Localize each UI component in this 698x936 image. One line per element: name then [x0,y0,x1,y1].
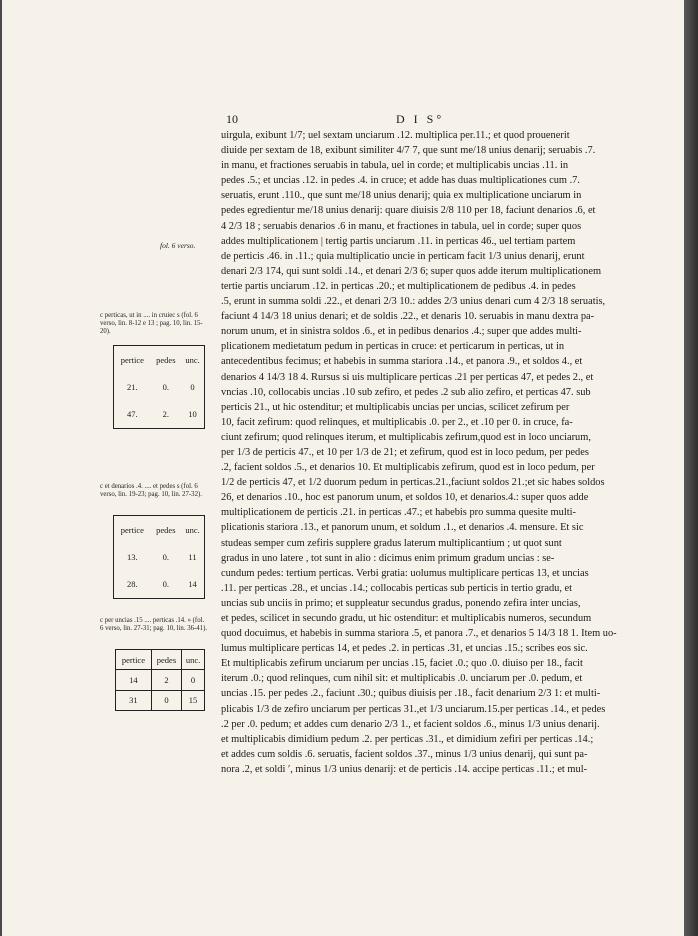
page-number: 10 [226,112,238,126]
table-header: pedes [156,524,176,535]
text-line: ciunt zefirum; quod relinques iterum, et multiplicabis zefirum,quod est in loco unciarum, [221,431,591,443]
text-line: 4 2/3 18 ; seruabis denarios .6 in manu, et fractiones in tabula, uel in corde; super quos [221,220,582,232]
text-line: uncias .15. per pedes .2., faciunt .30.; quibus diuisis per .18., facit denarium 2/3 1: et multi- [221,688,601,700]
text-line: .5, erunt in summa soldi .22., et denari 2/3 10.: addes 2/3 unius denari cum 4 2/3 18 seruatis, [221,296,606,308]
table-header: unc. [185,354,200,365]
text-line: de perticis .46. in .11.; quia multiplicatio uncie in perticam facit 1/3 unius denarij, erunt [221,250,585,262]
table-header: pertice [116,650,152,670]
text-line: diuide per sextam de 18, exibunt similiter 4/7 7, que sunt me/18 unius denarij; seruabis .7. [221,145,596,157]
text-line: pedes egredientur me/18 unius denarij: quare diuisis 2/8 110 per 18, faciunt denarios .6, et [221,205,596,217]
text-line: 1/2 de perticis 47, et 1/2 duorum pedum in perticas.21.,faciunt soldos 21.;et sic habes soldos [221,477,605,489]
running-head: D I S° [396,112,445,126]
text-line: gradus in uno latere , tot sunt in alio : dicimus enim primum gradum uncias : se- [221,552,555,564]
margin-note-3: c per uncias .15 .... perticas .14. » (fol. 6 verso, lin. 27-31; pag. 10, lin. 36-41). [100,617,208,632]
book-spine [684,0,698,936]
text-line: multiplicationem de perticis .21. in perticas .47.; et habebis pro summa quesite multi- [221,507,576,519]
text-line: .2 per .0. pedum; et addes cum denario 2/3 1., et facient soldos .6., minus 1/3 unius denarij. [221,718,600,730]
text-line: addes multiplicationem | tertig partis unciarum .11. in perticas 46., uel tertiam partem [221,235,576,247]
text-line: quod docuimus, et habebis in summa stariora .5, et panora .7., et denarios 5 14/3 18 1. Item uo- [221,628,617,640]
text-line: cundum pedes: tertium perticas. Verbi gratia: uolumus multiplicare perticas 13, et uncias [221,567,589,579]
text-line: norum unum, et in sinistra soldos .6., et in pedibus denarios .4.; super que addes multi- [221,326,582,338]
text-line: 10, facit zefirum: quod relinques, et multiplicabis .0. per 2., et .10 per 0. in cruce, fa- [221,416,573,428]
main-text [221,128,669,777]
table-cell: 47. [127,409,138,420]
table-cell: 14 [188,579,197,590]
text-line: vncias .10, collocabis uncias .10 sub zefiro, et pedes .2 sub alio zefiro, et perticas 47. sub [221,386,591,398]
margin-table-2 [113,515,205,599]
table-cell: 2. [162,409,170,420]
table-cell: 28. [127,579,138,590]
text-line: perticis 21., ut hic ostenditur; et multiplicabis uncias per uncias, scilicet zefirum per [221,401,570,413]
text-line: antecedentibus fecimus; et habebis in summa stariora .14., et panora .9., et soldos 4., et [221,356,583,368]
table-cell: 0 [151,690,181,710]
table-header: pertice [120,524,144,535]
table-cell: 21. [127,381,138,392]
text-line: per 1/3 de perticis 47., et 10 per 1/3 de 21; et zefirum, quod est in loco pedum, per pedes [221,446,589,458]
table-header: unc. [182,650,205,670]
table-cell: 0. [162,551,170,562]
text-line: studeas semper cum zefiris supplere gradus laterum multiplicantium ; ut quot sunt [221,537,562,549]
table-header: pedes [156,354,176,365]
text-line: in manu, et fractiones seruabis in tabula, uel in corde; et multiplicabis uncias .11. in [221,160,569,172]
margin-note-2: c et denarios .4. .... et pedes s (fol. 6 verso, lin. 19-23; pag. 10, lin. 27-32). [100,483,202,498]
table-cell: 2 [151,670,181,690]
table-cell: 0 [182,670,205,690]
margin-note-1: c perticas, ut in .... in cruiec s (fol. 6 verso, lin. 8-12 e 13 ; pag. 10, lin. 15-20). [100,312,203,335]
table-cell: 0. [162,579,170,590]
margin-table-3 [115,649,205,711]
text-line: tertie partis unciarum .12. in perticas .20.; et multiplicationem de pedibus .4. in pedes [221,280,576,292]
text-line: denari 2/3 174, qui sunt soldi .14., et denari 2/3 6; super quos adde iterum multiplicationem [221,265,602,277]
table-cell: 31 [116,690,152,710]
text-line: et multiplicabis dimidium pedum .2. per perticas .31., et dimidium zefiri per perticas .14.; [221,733,594,745]
text-line: uncias sub unciis in primo; et suppleatur secundus gradus, ponendo zefira inter uncias, [221,597,581,609]
table-cell: 13. [127,551,138,562]
text-line: .2, facient soldos .5., et denarios 10. Et multiplicabis zefirum, quod est in loco pedum, per [221,462,595,474]
text-line: et pedes, scilicet in secundo gradu, ut hic ostenditur: et multiplicabis numeros, secundum [221,613,592,624]
table-cell: 11 [188,551,197,562]
text-line: .11. per perticas .28., et uncias .14.; collocabis perticas sub perticis in tertio gradu, et [221,582,573,594]
text-line: denarios 4 14/3 18 4. Rursus si uis multiplicare perticas .21 per perticas 47, et pedes 2., et [221,371,594,383]
text-line: 26, et denarios .10., hoc est panorum unum, et soldos 10, et denarios.4.: super quos adde [221,492,589,504]
page-header [226,112,686,128]
table-header: pertice [120,354,144,365]
text-line: lumus multiplicare perticas 14, et pedes .2. in perticas .31, et uncias .15.; scribes eos sic. [221,643,588,655]
text-line: plicabis 1/3 de zefiro unciarum per perticas 31.,et 1/3 unciarum.15.per perticas .14., et pedes [221,703,606,715]
text-line: nora .2, et soldi ′, minus 1/3 unius denarij: et de perticis .14. accipe perticas .11.; et mul- [221,763,588,775]
table-cell: 0. [162,381,170,392]
text-line: uirgula, exibunt 1/7; uel sextam unciarum .12. multiplica per.11.; et quod prouenerit [221,130,570,141]
table-cell: 14 [116,670,152,690]
table-header: pedes [151,650,181,670]
text-line: iterum .0.; quod relinques, cum nihil sit: et multiplicabis .0. unciarum per .0. pedum, et [221,673,583,685]
text-line: faciunt 4 14/3 18 unius denari; et de soldis .22., et denaris 10. seruabis in manu dextra pa- [221,311,595,323]
margin-table-1 [113,345,205,429]
text-line: plicationis stariora .13., et panorum unum, et soldum .1., et denarios .4. mensure. Et sic [221,522,584,534]
text-line: pedes .5.; et uncias .12. in pedes .4. in cruce; et adde has duas multiplicationes cum .7. [221,175,580,187]
table-cell: 10 [188,409,197,420]
text-line: et addes cum soldis .6. seruatis, facient soldos .37., minus 1/3 unius denarij, qui sunt pa- [221,748,588,760]
text-line: Et multiplicabis zefirum unciarum per uncias .15, faciet .0.; quo .0. diuiso per 18., facit [221,658,583,670]
table-cell: 15 [182,690,205,710]
folio-note: fol. 6 verso. [160,241,196,250]
text-line: plicationem medietatum pedum in perticas in cruce: et perticarum in perticas, ut in [221,341,565,353]
text-line: seruatis, erunt .110., que sunt me/18 unius denarij; quia ex multiplicatione unciarum in [221,190,582,202]
table-header: unc. [185,524,200,535]
table-cell: 0 [190,381,195,392]
